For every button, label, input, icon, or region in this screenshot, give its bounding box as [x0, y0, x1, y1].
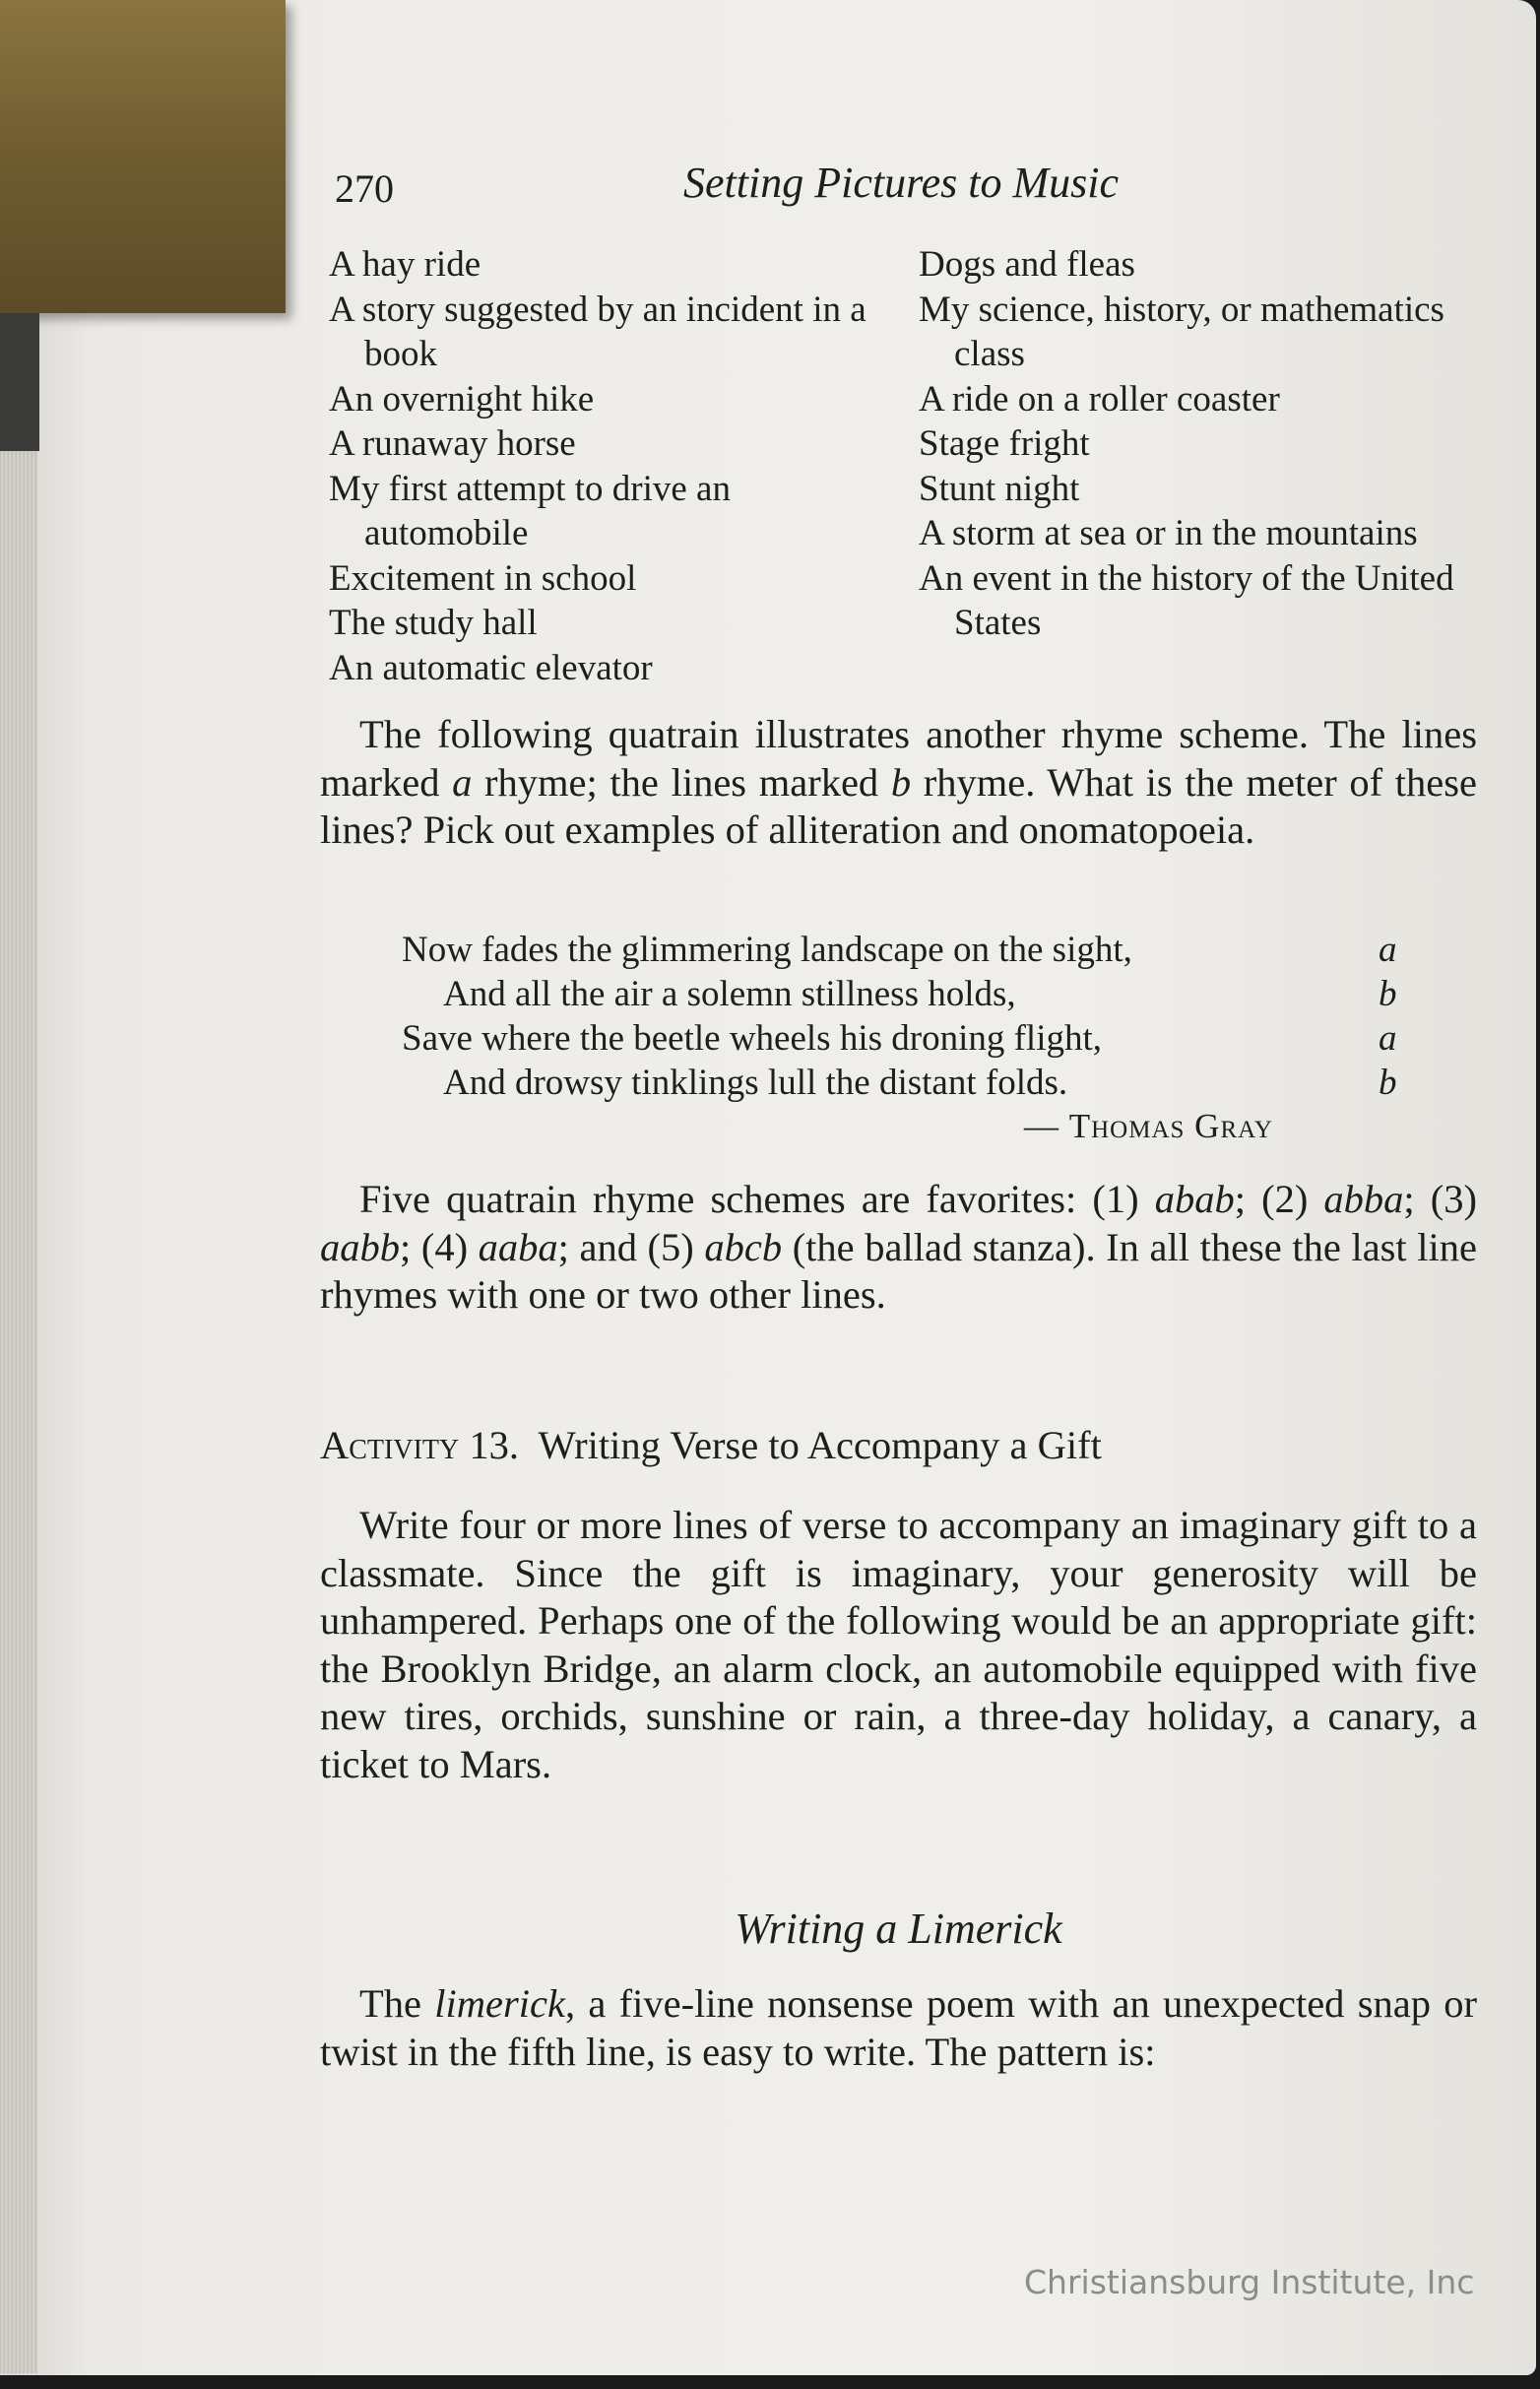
topic-item: Stunt night [919, 468, 1080, 509]
paragraph-limerick [320, 1980, 1477, 2076]
para-text: ; (3) [1403, 1177, 1478, 1221]
rhyme-letter: b [890, 759, 912, 805]
poem-line [402, 928, 1406, 972]
topic-item: My first attempt to drive an automobile [329, 468, 731, 553]
poem-line-text: Now fades the glimmering landscape on the sight, [402, 930, 1132, 970]
para-text: Five quatrain rhyme schemes are favorites: (1) [359, 1177, 1155, 1221]
paragraph-gift-verse [320, 1502, 1477, 1788]
para-text: (the ballad stanza). In all these the last line rhymes with one or two other lines. [320, 1224, 1477, 1317]
para-text: The [359, 1981, 435, 2026]
poem-line-text: And drowsy tinklings lull the distant folds. [443, 1063, 1068, 1103]
para-text: rhyme. What is the meter of these lines? Pick out examples of alliteration and onomatopoeia. [320, 759, 1477, 852]
attribution-name: Thomas Gray [1068, 1107, 1273, 1145]
poem-attribution [1024, 1107, 1273, 1146]
topic-item: A runaway horse [329, 423, 576, 464]
limerick-term: limerick [434, 1981, 565, 2026]
scheme-term: aabb [320, 1224, 400, 1269]
topic-item: The study hall [329, 603, 538, 643]
rhyme-marker: b [1379, 974, 1397, 1014]
scheme-term: aaba [478, 1224, 558, 1269]
paragraph-favorite-schemes [320, 1176, 1477, 1320]
poem-line [402, 972, 1406, 1016]
activity-heading [320, 1422, 1102, 1468]
para-text: The following quatrain illustrates another rhyme scheme. The lines marked [320, 712, 1477, 805]
topic-list-left [329, 242, 880, 690]
scheme-term: abab [1154, 1177, 1235, 1221]
topic-list-right [919, 242, 1485, 646]
watermark: Christiansburg Institute, Inc [1024, 2263, 1475, 2301]
para-text: Write four or more lines of verse to accompany an imaginary gift to a classmate. Since the gift is imaginary, your generosity will be unhampered. Perhaps one of the following would be an appropriate gift: the Brooklyn Bridge, an alarm clock, an automobile equipped with five new tires, orchids, sunshine or rain, a three-day holiday, a canary, a ticket to Mars. [320, 1503, 1477, 1786]
attribution-dash: — [1024, 1107, 1069, 1145]
rhyme-letter: a [452, 759, 473, 805]
topic-item: A storm at sea or in the mountains [919, 513, 1418, 553]
rhyme-marker: a [1379, 930, 1397, 970]
rhyme-marker: b [1379, 1063, 1397, 1103]
para-text: ; (4) [400, 1224, 479, 1269]
topic-item: A ride on a roller coaster [919, 378, 1280, 420]
section-subheading: Writing a Limerick [735, 1905, 1062, 1953]
topic-item: An event in the history of the United States [919, 557, 1454, 643]
topic-item: Dogs and fleas [919, 244, 1135, 285]
rhyme-marker: a [1379, 1018, 1397, 1059]
para-text: ; (2) [1234, 1177, 1324, 1221]
activity-title: Writing Verse to Accompany a Gift [538, 1423, 1102, 1467]
para-text: , a five-line nonsense poem with an unexpected snap or twist in the fifth line, is easy to write. The pattern is: [320, 1981, 1477, 2074]
poem-line-text: Save where the beetle wheels his droning flight, [402, 1018, 1103, 1059]
poem-line-text: And all the air a solemn stillness holds, [443, 974, 1016, 1014]
quatrain [402, 928, 1406, 1105]
poem-line [402, 1061, 1406, 1105]
activity-label: Activity [320, 1423, 460, 1467]
topic-item: A story suggested by an incident in a book [329, 289, 866, 374]
topic-item: A hay ride [329, 244, 481, 285]
topic-item: Excitement in school [329, 557, 637, 599]
scheme-term: abcb [704, 1224, 783, 1269]
poem-line [402, 1016, 1406, 1061]
para-text: ; and (5) [557, 1224, 705, 1269]
scheme-term: abba [1323, 1177, 1404, 1221]
topic-item: An overnight hike [329, 378, 595, 420]
activity-number: 13. [469, 1423, 519, 1467]
topic-item: My science, history, or mathematics class [919, 289, 1444, 374]
topic-item: Stage fright [919, 423, 1090, 464]
para-text: rhyme; the lines marked [472, 759, 891, 805]
topic-item: An automatic elevator [329, 647, 653, 688]
page-number: 270 [335, 166, 394, 211]
running-title: Setting Pictures to Music [683, 159, 1119, 207]
paragraph-rhyme-scheme [320, 711, 1477, 855]
